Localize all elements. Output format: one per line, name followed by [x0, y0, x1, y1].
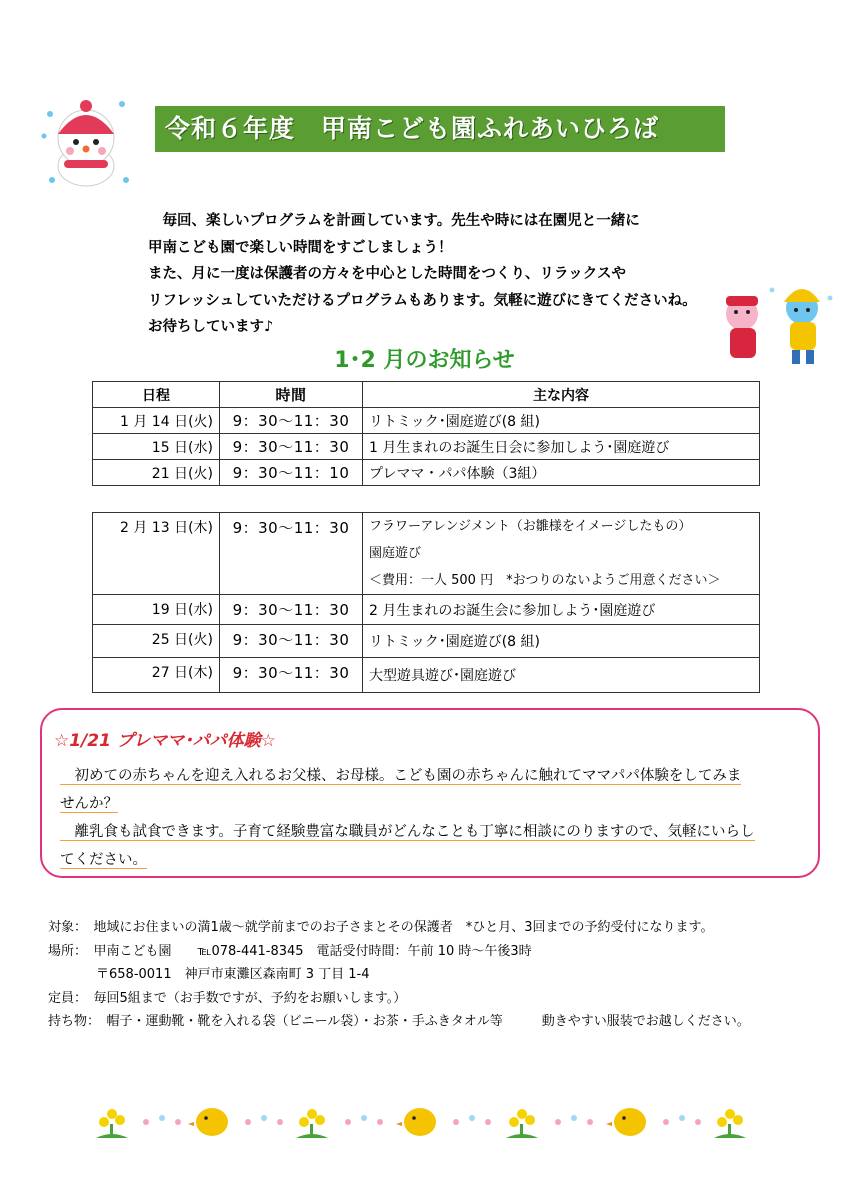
cell-content: プレママ・パパ体験（3組） — [363, 460, 760, 486]
flower-icon — [296, 1109, 328, 1138]
box-line: 初めての赤ちゃんを迎え入れるお父様、お母様。こども園の赤ちゃんに触れてママパパ体験をしてみま — [60, 768, 742, 784]
info-place: 場所： 甲南こども園 ℡078-441-8345 電話受付時間：午前 10 時～午後3時 — [48, 943, 532, 959]
info-capacity: 定員： 毎回5組まで（お手数ですが、予約をお願いします。） — [48, 990, 407, 1006]
flower-chick-border-icon — [90, 1100, 770, 1150]
info-belongings: 持ち物： 帽子・運動靴・靴を入れる袋（ビニール袋）・お茶・手ふきタオル等 動きやすい服装でお越しください。 — [48, 1014, 750, 1029]
intro-text — [148, 208, 728, 341]
flower-icon — [714, 1109, 746, 1138]
table-row — [93, 408, 760, 434]
box-line: 離乳食も試食できます。子育て経験豊富な職員がどんなことも丁寧に相談にのりますので、気軽にいらし — [60, 824, 755, 840]
table-header-row — [93, 382, 760, 408]
table-row — [93, 625, 760, 658]
box-line: せんか？ — [60, 796, 118, 812]
content-line: ＜費用：一人 500 円 *おつりのないようご用意ください＞ — [369, 573, 721, 588]
cell-date: 1 月 14 日(火) — [93, 408, 220, 434]
cell-date: 2 月 13 日(木) — [93, 513, 220, 595]
cell-time: 9：30～11：30 — [220, 625, 363, 658]
table-row — [93, 658, 760, 693]
cell-content: 2 月生まれのお誕生会に参加しよう･園庭遊び — [363, 595, 760, 625]
premama-box-text — [60, 762, 800, 874]
info-section — [48, 916, 750, 1034]
page-title: 令和６年度 甲南こども園ふれあいひろば — [155, 106, 725, 152]
table-row — [93, 460, 760, 486]
cell-time: 9：30～11：30 — [220, 513, 363, 595]
intro-line: リフレッシュしていただけるプログラムもあります。気軽に遊びにきてくださいね。 — [148, 292, 697, 309]
snowman-illustration-icon — [36, 96, 136, 192]
cell-date: 21 日(火) — [93, 460, 220, 486]
table-row — [93, 595, 760, 625]
cell-date: 25 日(火) — [93, 625, 220, 658]
header-date: 日程 — [93, 382, 220, 408]
cell-time: 9：30～11：30 — [220, 408, 363, 434]
info-address: 〒658-0011 神戸市東灘区森南町 3 丁目 1-4 — [96, 967, 370, 982]
cell-time: 9：30～11：10 — [220, 460, 363, 486]
content-line: フラワーアレンジメント（お雛様をイメージしたもの） — [369, 519, 692, 534]
cell-content — [363, 513, 760, 595]
header-content: 主な内容 — [363, 382, 760, 408]
box-line: てください。 — [60, 852, 147, 868]
chick-icon — [606, 1108, 646, 1136]
intro-line: 毎回、楽しいプログラムを計画しています。先生や時には在園児と一緒に — [148, 213, 640, 229]
intro-line: 甲南こども園で楽しい時間をすごしましょう！ — [148, 239, 453, 256]
chick-icon — [188, 1108, 228, 1136]
cell-content: 1 月生まれのお誕生日会に参加しよう･園庭遊び — [363, 434, 760, 460]
cell-content: リトミック･園庭遊び(8 組) — [363, 408, 760, 434]
cell-time: 9：30～11：30 — [220, 658, 363, 693]
cell-content: 大型遊具遊び･園庭遊び — [363, 658, 760, 693]
table-row — [93, 513, 760, 595]
flower-icon — [96, 1109, 128, 1138]
content-line: 園庭遊び — [369, 546, 422, 561]
premama-box-title: ☆1/21 プレママ･パパ体験☆ — [54, 731, 276, 751]
schedule-table-february — [92, 512, 760, 693]
intro-line: お待ちしています♪ — [148, 319, 274, 335]
header-time: 時間 — [220, 382, 363, 408]
notice-title: 1･2 月のお知らせ — [334, 348, 515, 373]
flower-icon — [506, 1109, 538, 1138]
cell-time: 9：30～11：30 — [220, 595, 363, 625]
schedule-table-january — [92, 381, 760, 486]
cell-date: 27 日(木) — [93, 658, 220, 693]
cell-date: 15 日(水) — [93, 434, 220, 460]
info-target: 対象： 地域にお住まいの満1歳～就学前までのお子さまとその保護者 *ひと月、3回までの予約受付になります。 — [48, 920, 714, 935]
table-row — [93, 434, 760, 460]
cell-date: 19 日(水) — [93, 595, 220, 625]
chick-icon — [396, 1108, 436, 1136]
cell-time: 9：30～11：30 — [220, 434, 363, 460]
cell-content: リトミック･園庭遊び(8 組) — [363, 625, 760, 658]
intro-line: また、月に一度は保護者の方々を中心とした時間をつくり、リラックスや — [148, 266, 627, 282]
